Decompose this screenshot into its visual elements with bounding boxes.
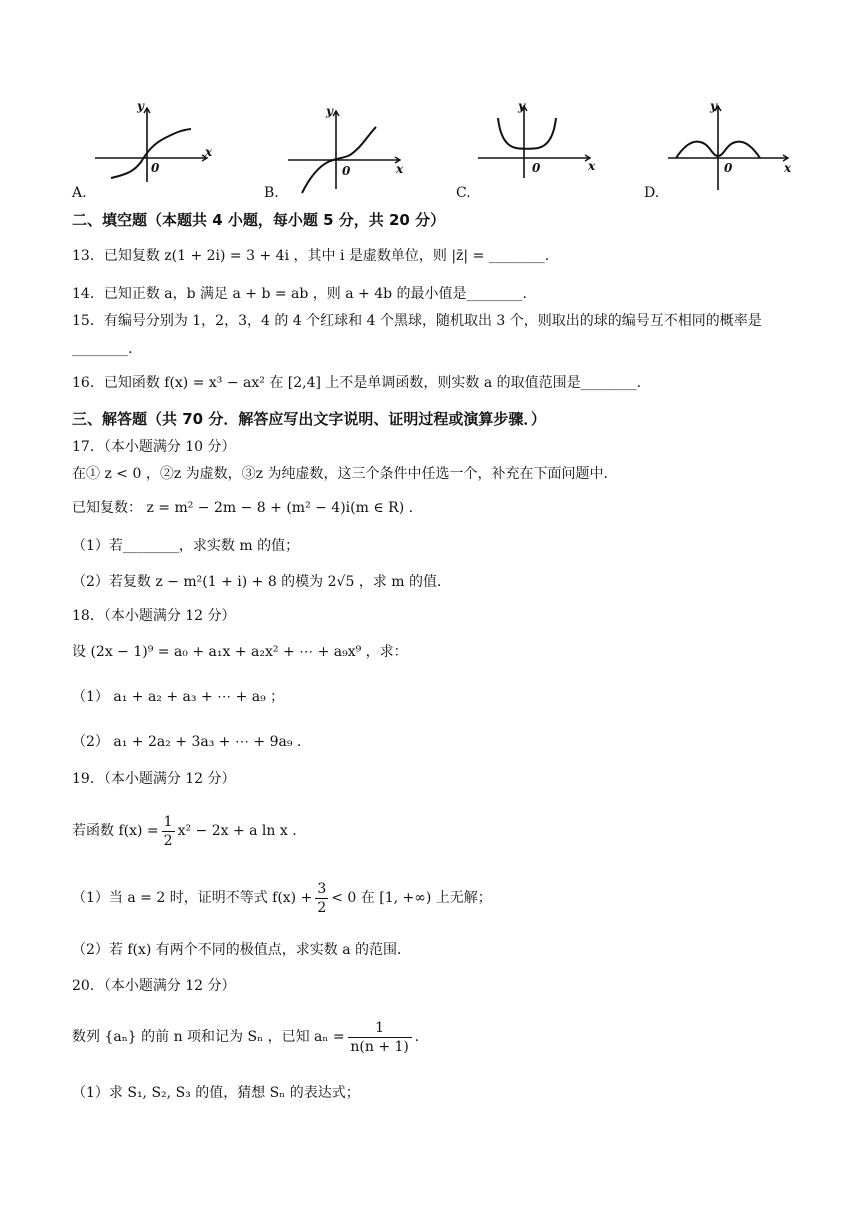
question-20-part-1: （1）求 S₁, S₂, S₃ 的值，猜想 Sₙ 的表达式；	[72, 1085, 360, 1101]
question-17-header: 17．（本小题满分 10 分）	[72, 439, 236, 455]
svg-text:0: 0	[724, 161, 733, 175]
graph-c-icon	[478, 100, 598, 185]
svg-text:x: x	[588, 159, 596, 173]
svg-text:0: 0	[532, 161, 541, 175]
section-2-heading: 二、填空题（本题共 4 小题，每小题 5 分，共 20 分）	[72, 211, 446, 229]
svg-text:x: x	[205, 145, 213, 159]
question-15-line-2: ________.	[72, 341, 133, 357]
question-18-part-1: （1） a₁ + a₂ + a₃ + ⋯ + a₉ ；	[72, 689, 285, 705]
svg-text:y: y	[710, 99, 717, 113]
graph-a-icon	[95, 100, 215, 185]
graph-b-icon	[288, 105, 408, 190]
question-19-header: 19．（本小题满分 12 分）	[72, 771, 236, 787]
svg-text:0: 0	[342, 164, 351, 178]
svg-text:y: y	[137, 99, 144, 113]
question-18-header: 18．（本小题满分 12 分）	[72, 608, 236, 624]
question-20-header: 20．（本小题满分 12 分）	[72, 978, 236, 994]
question-18-given: 设 (2x − 1)⁹ = a₀ + a₁x + a₂x² + ⋯ + a₉x⁹ ，求：	[72, 644, 408, 660]
question-19-part-1: （1）当 a = 2 时，证明不等式 f(x) + $\frac{3}{2}$ < 0 在 [1, +∞) 上无解；	[72, 880, 492, 916]
svg-text:x: x	[784, 161, 792, 175]
svg-text:0: 0	[151, 161, 160, 175]
question-20-given: 数列 {aₙ} 的前 n 项和记为 Sₙ ，已知 aₙ = $\frac{1}{n(n + 1)}$ .	[72, 1019, 420, 1055]
question-17-part-2: （2）若复数 z − m²(1 + i) + 8 的模为 2√5 ，求 m 的值．	[72, 574, 451, 590]
svg-text:y: y	[326, 104, 333, 118]
option-c-label: C.	[456, 185, 471, 201]
question-19-part-2: （2）若 f(x) 有两个不同的极值点，求实数 a 的范围．	[72, 942, 412, 958]
question-18-part-2: （2） a₁ + 2a₂ + 3a₃ + ⋯ + 9a₉ .	[72, 734, 302, 750]
fraction-an: $\frac{1}{n(n + 1)}$	[348, 1019, 412, 1056]
question-16: 16．已知函数 f(x) = x³ − ax² 在 [2,4] 上不是单调函数，则实数 a 的取值范围是________.	[72, 375, 642, 391]
option-d-label: D.	[644, 185, 660, 201]
question-17-given: 已知复数： z = m² − 2m − 8 + (m² − 4)i(m ∈ R) .	[72, 500, 414, 516]
question-17-part-1: （1）若________，求实数 m 的值；	[72, 538, 300, 554]
svg-text:x: x	[396, 162, 404, 176]
graph-d-icon	[668, 100, 793, 185]
question-17-condition: 在① z < 0 ，②z 为虚数，③z 为纯虚数，这三个条件中任选一个，补充在下面问题中．	[72, 466, 618, 482]
fraction-one-half: $\frac{1}{2}$	[163, 813, 173, 849]
question-14: 14．已知正数 a，b 满足 a + b = ab ，则 a + 4b 的最小值是________.	[72, 286, 527, 302]
option-b-label: B.	[264, 185, 279, 201]
question-19-given: 若函数 f(x) = $\frac{1}{2}$ x² − 2x + a ln x .	[72, 813, 297, 849]
section-3-heading: 三、解答题（共 70 分．解答应写出文字说明、证明过程或演算步骤．）	[72, 410, 546, 428]
svg-text:y: y	[518, 99, 525, 113]
question-13: 13．已知复数 z(1 + 2i) = 3 + 4i ，其中 i 是虚数单位，则 |z̄| = ________.	[72, 248, 550, 264]
question-15-line-1: 15．有编号分别为 1，2，3，4 的 4 个红球和 4 个黑球，随机取出 3 个，则取出的球的编号互不相同的概率是	[72, 313, 762, 329]
option-a-label: A.	[72, 185, 87, 201]
fraction-three-halves: $\frac{3}{2}$	[317, 880, 327, 916]
